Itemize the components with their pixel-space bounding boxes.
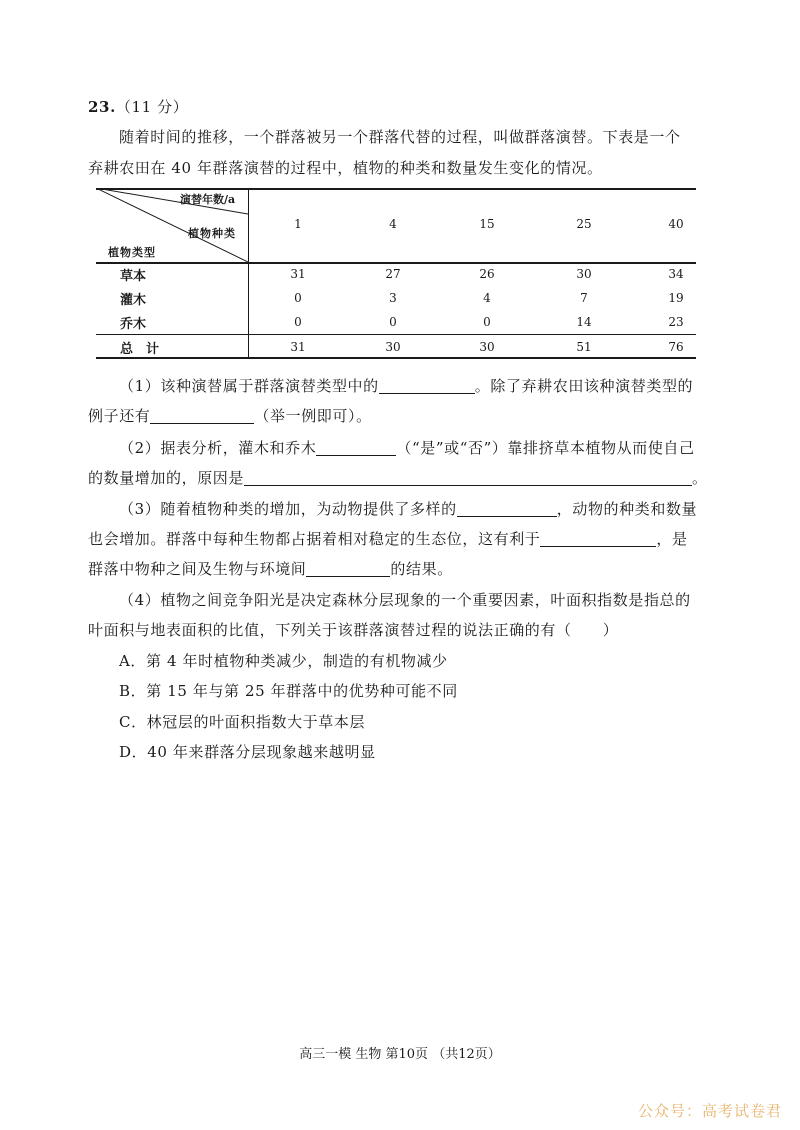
table-cell: 19 xyxy=(668,291,684,305)
year-header: 15 xyxy=(479,217,495,231)
sub3-line-1 xyxy=(119,498,697,519)
sub3-text-f: 的结果。 xyxy=(390,560,453,578)
answer-blank[interactable] xyxy=(379,377,475,394)
table-cell: 0 xyxy=(294,291,302,305)
table-cell: 30 xyxy=(576,267,592,281)
corner-header-years: 演替年数/a xyxy=(180,193,236,206)
sub2-text-d: 。 xyxy=(692,469,708,487)
answer-blank[interactable] xyxy=(540,530,656,547)
sub1-text-c: 例子还有 xyxy=(88,407,151,425)
sub3-text-c: 也会增加。群落中每种生物都占据着相对稳定的生态位，这有利于 xyxy=(88,530,541,548)
table-cell: 23 xyxy=(668,315,684,329)
answer-blank[interactable] xyxy=(306,560,390,577)
option-b: B．第 15 年与第 25 年群落中的优势种可能不同 xyxy=(119,682,458,700)
sub2-text-c: 的数量增加的，原因是 xyxy=(88,469,245,487)
sub1-text-a: （1）该种演替属于群落演替类型中的 xyxy=(119,377,379,395)
table-bottom-rule xyxy=(96,357,696,359)
table-cell: 0 xyxy=(389,315,397,329)
sub1-line-1 xyxy=(119,375,693,396)
watermark: 公众号：高考试卷君 xyxy=(637,1102,782,1120)
sub3-text-e: 群落中物种之间及生物与环境间 xyxy=(88,560,307,578)
option-d: D．40 年来群落分层现象越来越明显 xyxy=(119,743,376,761)
option-c: C．林冠层的叶面积指数大于草本层 xyxy=(119,713,366,731)
sub3-text-b: ，动物的种类和数量 xyxy=(556,500,698,518)
year-header: 25 xyxy=(576,217,592,231)
answer-blank[interactable] xyxy=(150,407,254,424)
question-header xyxy=(88,96,188,117)
sub1-text-b: 。除了弃耕农田该种演替类型的 xyxy=(474,377,694,395)
year-header: 40 xyxy=(668,217,684,231)
table-cell: 27 xyxy=(385,267,401,281)
sub2-line-2 xyxy=(88,467,708,488)
table-cell: 34 xyxy=(668,267,684,281)
table-cell: 0 xyxy=(294,315,302,329)
sub3-line-3 xyxy=(88,558,453,579)
answer-blank[interactable] xyxy=(244,469,692,486)
intro-line-1: 随着时间的推移，一个群落被另一个群落代替的过程，叫做群落演替。下表是一个 xyxy=(119,128,681,146)
row-label-herb: 草本 xyxy=(120,269,147,284)
table-cell: 0 xyxy=(483,315,491,329)
table-cell: 14 xyxy=(576,315,592,329)
intro-line-2: 弃耕农田在 40 年群落演替的过程中，植物的种类和数量发生变化的情况。 xyxy=(88,159,603,177)
corner-header-type: 植物类型 xyxy=(108,246,156,259)
option-a: A．第 4 年时植物种类减少，制造的有机物减少 xyxy=(119,652,448,670)
sub1-line-2 xyxy=(88,405,372,426)
page-footer: 高三一模 生物 第10页 （共12页） xyxy=(299,1047,501,1062)
answer-blank[interactable] xyxy=(316,439,396,456)
table-cell: 30 xyxy=(385,340,401,354)
corner-header-species: 植物种类 xyxy=(188,227,236,240)
answer-blank[interactable] xyxy=(457,500,557,517)
table-cell: 7 xyxy=(580,291,588,305)
sub2-text-a: （2）据表分析，灌木和乔木 xyxy=(119,439,317,457)
table-cell: 31 xyxy=(290,340,306,354)
table-cell: 26 xyxy=(479,267,495,281)
sub1-text-d: （举一例即可）。 xyxy=(254,407,372,425)
row-label-tree: 乔木 xyxy=(120,317,147,332)
table-cell: 51 xyxy=(576,340,592,354)
succession-table xyxy=(96,188,696,358)
sub2-text-b: （“是”或“否”）靠排挤草本植物从而使自己 xyxy=(396,439,695,457)
sub2-line-1 xyxy=(119,437,695,458)
sub4-line-1: （4）植物之间竞争阳光是决定森林分层现象的一个重要因素，叶面积指数是指总的 xyxy=(119,591,691,609)
table-total-rule xyxy=(96,334,696,335)
table-cell: 31 xyxy=(290,267,306,281)
table-column-divider xyxy=(248,188,249,358)
table-header-rule xyxy=(96,262,696,264)
table-cell: 76 xyxy=(668,340,684,354)
sub3-text-d: ，是 xyxy=(656,530,688,548)
sub3-line-2 xyxy=(88,528,688,549)
sub4-line-2: 叶面积与地表面积的比值，下列关于该群落演替过程的说法正确的有（ ） xyxy=(88,621,619,639)
row-label-total: 总 计 xyxy=(120,342,160,357)
sub3-text-a: （3）随着植物种类的增加，为动物提供了多样的 xyxy=(119,500,457,518)
row-label-shrub: 灌木 xyxy=(120,293,147,308)
year-header: 4 xyxy=(389,217,397,231)
question-points: （11 分） xyxy=(115,98,189,116)
table-cell: 4 xyxy=(483,291,491,305)
year-header: 1 xyxy=(294,217,302,231)
table-cell: 30 xyxy=(479,340,495,354)
table-cell: 3 xyxy=(389,291,397,305)
question-number: 23. xyxy=(88,98,116,116)
